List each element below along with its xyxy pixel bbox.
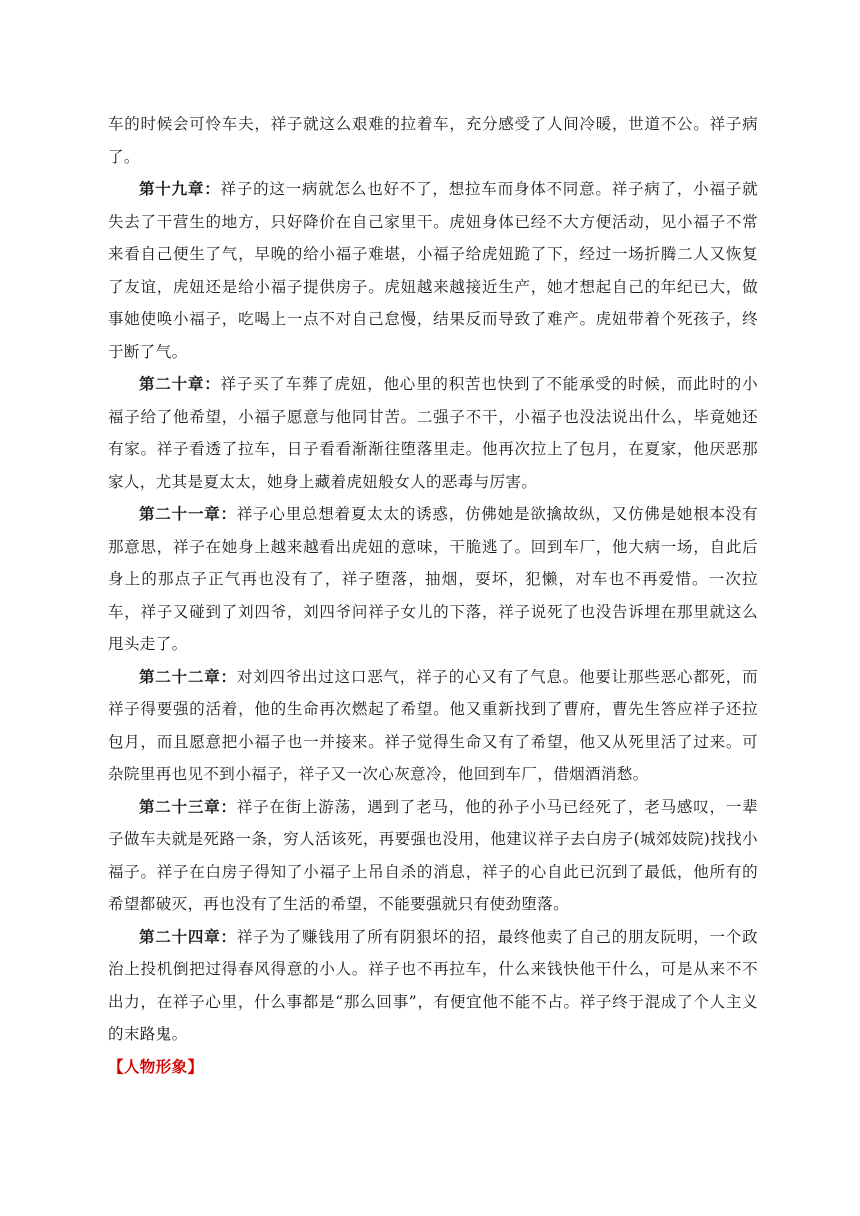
section-heading-characters: 【人物形象】 (108, 1056, 204, 1076)
document-page (108, 108, 758, 1083)
paragraph-text: 祥子为了赚钱用了所有阴狠坏的招，最终他卖了自己的朋友阮明，一个政治上投机倒把过得春风得意的小人。祥子也不再拉车，什么来钱快他干什么，可是从来不不出力，在祥子心里，什么事都是“那么回事”，有便宜他不能不占。祥子终于混成了个人主义的末路鬼。 (108, 927, 758, 1043)
paragraph-chapter-19 (108, 173, 758, 368)
chapter-label: 第二十一章： (139, 504, 237, 523)
paragraph-chapter-23 (108, 791, 758, 921)
chapter-label: 第二十二章： (139, 666, 237, 686)
chapter-label: 第十九章： (139, 179, 221, 198)
paragraph-text: 祥子的这一病就怎么也好不了，想拉车而身体不同意。祥子病了，小福子就失去了干营生的地方，只好降价在自己家里干。虎妞身体已经不大方便活动，见小福子不常来看自己便生了气，早晚的给小福子难堪，小福子给虎妞跪了下，经过一场折腾二人又恢复了友谊，虎妞还是给小福子提供房子。虎妞越来越接近生产，她才想起自己的年纪已大，做事她使唤小福子，吃喝上一点不对自己怠慢，结果反而导致了难产。虎妞带着个死孩子，终于断了气。 (108, 180, 758, 361)
chapter-label: 第二十三章： (139, 796, 237, 816)
chapter-label: 第二十章： (139, 374, 221, 393)
paragraph-chapter-20 (108, 368, 758, 498)
paragraph-text: 祥子在街上游荡，遇到了老马，他的孙子小马已经死了，老马感叹，一辈子做车夫就是死路一条，穷人活该死，再要强也没用，他建议祥子去白房子(城郊妓院)找找小福子。祥子在白房子得知了小福子上吊自杀的消息，祥子的心自此已沉到了最低，他所有的希望都破灭，再也没有了生活的希望，不能要强就只有使劲堕落。 (108, 797, 758, 913)
paragraph-text: 车的时候会可怜车夫，祥子就这么艰难的拉着车，充分感受了人间冷暖，世道不公。祥子病了。 (108, 115, 758, 166)
paragraph-text: 祥子心里总想着夏太太的诱惑，仿佛她是欲擒故纵，又仿佛是她根本没有那意思，祥子在她身上越来越看出虎妞的意味，干脆逃了。回到车厂，他大病一场，自此后身上的那点子正气再也没有了，祥子堕落，抽烟，耍坏，犯懒，对车也不再爱惜。一次拉车，祥子又碰到了刘四爷，刘四爷问祥子女儿的下落，祥子说死了也没告诉埋在那里就这么甩头走了。 (108, 505, 758, 653)
chapter-label: 第二十四章： (139, 926, 237, 946)
paragraph-continued (108, 108, 758, 173)
paragraph-chapter-22 (108, 661, 758, 791)
paragraph-chapter-24 (108, 921, 758, 1051)
paragraph-text: 祥子买了车葬了虎妞，他心里的积苦也快到了不能承受的时候，而此时的小福子给了他希望，小福子愿意与他同甘苦。二强子不干，小福子也没法说出什么，毕竟她还有家。祥子看透了拉车，日子看看渐渐往堕落里走。他再次拉上了包月，在夏家，他厌恶那家人，尤其是夏太太，她身上藏着虎妞般女人的恶毒与厉害。 (108, 375, 758, 491)
paragraph-chapter-21 (108, 498, 758, 661)
paragraph-text: 对刘四爷出过这口恶气，祥子的心又有了气息。他要让那些恶心都死，而祥子得要强的活着，他的生命再次燃起了希望。他又重新找到了曹府，曹先生答应祥子还拉包月，而且愿意把小福子也一并接来。祥子觉得生命又有了希望，他又从死里活了过来。可杂院里再也见不到小福子，祥子又一次心灰意冷，他回到车厂，借烟酒消愁。 (108, 667, 758, 783)
